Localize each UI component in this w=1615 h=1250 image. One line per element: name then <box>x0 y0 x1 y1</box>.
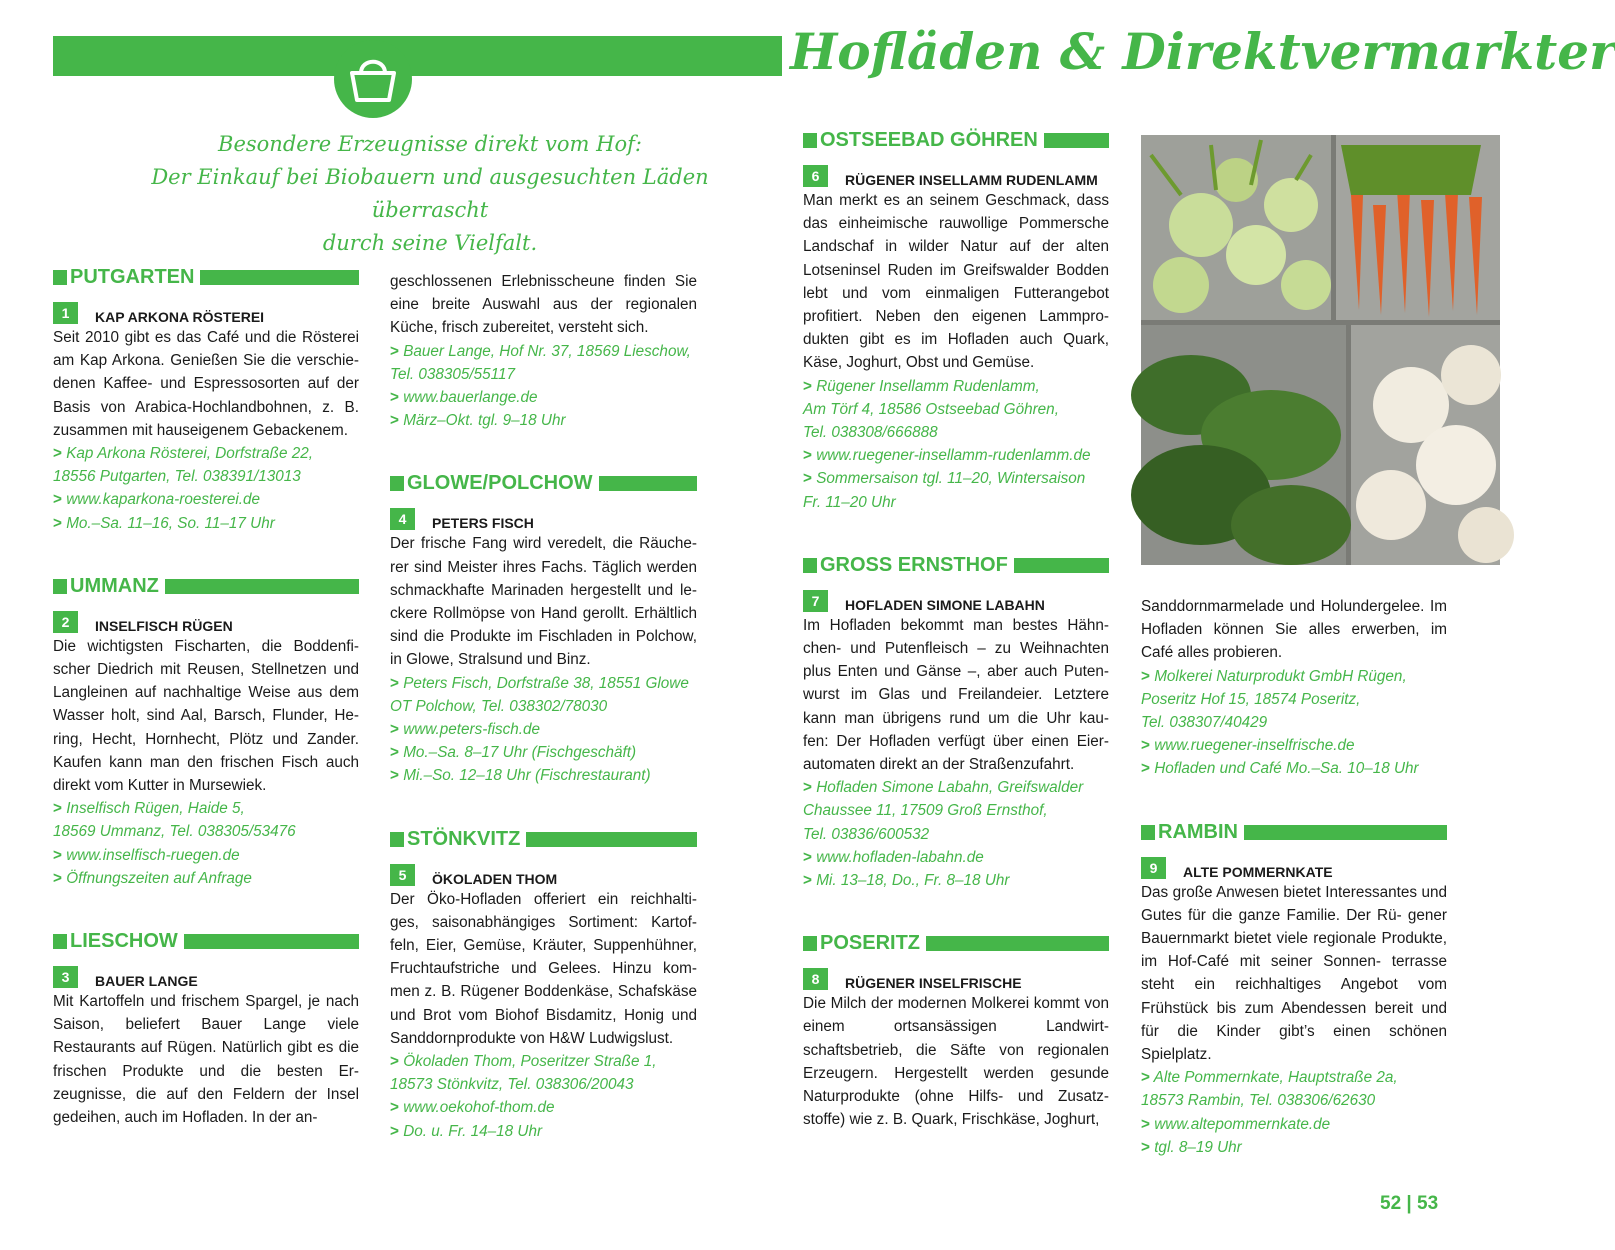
entry-text: Der Öko-Hofladen offeriert ein reichhalti- ges, saisonabhängiges Sortiment: Kartof- feln, Eier, Gemüse, Kräuter, Suppenhühner, Fruchtaufstriche und Gelees. Hinzu kom- men z. B. Rügener Boddenkäse, Schafskäse und Brot vom Biohof Bisdamitz, Honig und Sanddornprodukte von H&W Ludwigslust. <box>390 890 697 1047</box>
section-heading: RAMBIN <box>1141 821 1447 843</box>
website-link[interactable]: > www.inselfisch-ruegen.de <box>53 846 240 864</box>
entry-text: Im Hofladen bekommt man bestes Hähn- chen- und Putenfleisch – zu Weihnachten plus Enten und Gänse –, aber auch Puten- wurst im Glas und Freilandeier. Letztere kann man übrigens rund um die Uhr kau- fen: Der Hofladen verfügt über einen Eier- automaten direkt an der Straßenzufahrt. <box>803 616 1109 774</box>
section-heading: PUTGARTEN <box>53 266 359 288</box>
page-title: Hofläden & Direktvermarkter <box>790 22 1615 81</box>
header-bar <box>53 36 782 76</box>
entry-text-continued: Sanddornmarmelade und Holundergelee. Im Hofladen können Sie alles erwerben, im Café alles probieren. <box>1141 598 1447 662</box>
entry-header: 3 BAUER LANGE <box>53 966 359 990</box>
column-2 <box>390 270 697 1143</box>
entry-header: 5 ÖKOLADEN THOM <box>390 864 697 888</box>
entry-header: 8 RÜGENER INSELFRISCHE <box>803 968 1109 992</box>
column-1 <box>53 266 359 1129</box>
column-3 <box>803 129 1109 1132</box>
website-link[interactable]: > www.peters-fisch.de <box>390 721 541 739</box>
entry-info: > Bauer Lange, Hof Nr. 37, 18569 Lieschow, Tel. 038305/55117 > www.bauerlange.de > März–Okt. tgl. 9–18 Uhr <box>390 340 697 433</box>
website-link[interactable]: > www.bauerlange.de <box>390 389 538 407</box>
entry-header: 9 ALTE POMMERNKATE <box>1141 857 1447 881</box>
entry-text: Die wichtigsten Fischarten, die Boddenfi- scher Diedrich mit Reusen, Stellnetzen und Langleinen auf nachhaltige Weise aus dem Wasser holt, sind Aal, Barsch, Flunder, He- ring, Hecht, Hornhecht, Plötz und Zander. Kaufen kann man den frischen Fisch auch direkt vom Kutter in Mursewiek. <box>53 637 359 795</box>
section-heading: GLOWE/POLCHOW <box>390 472 697 494</box>
website-link[interactable]: > www.kaparkona-roesterei.de <box>53 491 261 509</box>
entry-info: > Alte Pommernkate, Hauptstraße 2a, 18573 Rambin, Tel. 038306/62630 > www.altepommernkate.de > tgl. 8–19 Uhr <box>1141 1066 1447 1159</box>
entry-text-continued: geschlossenen Erlebnisscheune finden Sie eine breite Auswahl aus der regionalen Küche, frisch zubereitet, versteht sich. <box>390 273 697 337</box>
website-link[interactable]: > www.oekohof-thom.de <box>390 1099 555 1117</box>
website-link[interactable]: > www.ruegener-inselfrische.de <box>1141 737 1355 755</box>
entry-text: Der frische Fang wird veredelt, die Räuche- rer sind Meister ihres Fachs. Täglich werden schmackhafte Marinaden hergestellt und le- ckere Rollmöpse von Hand gerollt. Erhältlich sind die Produkte im Fischladen in Polchow, in Glowe, Stralsund und Binz. <box>390 535 697 669</box>
shopping-basket-icon <box>334 40 412 118</box>
section-heading: UMMANZ <box>53 575 359 597</box>
entry-header: 7 HOFLADEN SIMONE LABAHN <box>803 590 1109 614</box>
entry-header: 1 KAP ARKONA RÖSTEREI <box>53 302 359 326</box>
entry-text: Mit Kartoffeln und frischem Spargel, je nach Saison, beliefert Bauer Lange viele Restaurants auf Rügen. Natürlich gibt es die frischen Produkte und die besten Er- zeugnisse, die auf den Feldern der Insel gedeihen, auch im Hofladen. In der an- <box>53 993 360 1127</box>
page-numbers: 52 | 53 <box>1380 1193 1439 1214</box>
vegetables-photo <box>1141 135 1500 565</box>
entry-info: > Peters Fisch, Dorfstraße 38, 18551 Glowe OT Polchow, Tel. 038302/78030 > www.peters-fisch.de > Mo.–Sa. 8–17 Uhr (Fischgeschäft) > Mi.–So. 12–18 Uhr (Fischrestaurant) <box>390 672 697 788</box>
entry-text: Das große Anwesen bietet Interessantes und Gutes für die ganze Familie. Der Rü- gener Bauernmarkt bietet viele regionale Produkte, im Hof-Café mit seiner Sonnen- terrasse steht ein reichhaltiges Angebot vom Frühstück bis zum Abendessen bereit und für die Kinder gibt’s einen schönen Spielplatz. <box>1141 883 1447 1064</box>
column-4 <box>1141 595 1447 1159</box>
section-heading: POSERITZ <box>803 932 1109 954</box>
section-heading: LIESCHOW <box>53 930 359 952</box>
entry-text: Die Milch der modernen Molkerei kommt von einem ortsansässigen Landwirt- schaftsbetrieb, die Säfte von regionalen Erzeugern. Hergestellt werden gesunde Naturprodukte (ohne Hilfs- und Zusatz- stoffe) wie z. B. Quark, Frischkäse, Joghurt, <box>803 995 1109 1129</box>
entry-info: > Hofladen Simone Labahn, Greifswalder Chaussee 11, 17509 Groß Ernsthof, Tel. 03836/600532 > www.hofladen-labahn.de > Mi. 13–18, Do., Fr. 8–18 Uhr <box>803 776 1109 892</box>
entry-info: > Inselfisch Rügen, Haide 5, 18569 Ummanz, Tel. 038305/53476 > www.inselfisch-ruegen.de > Öffnungszeiten auf Anfrage <box>53 797 359 890</box>
entry-header: 2 INSELFISCH RÜGEN <box>53 611 359 635</box>
section-heading: GROSS ERNSTHOF <box>803 554 1109 576</box>
website-link[interactable]: > www.ruegener-insellamm-rudenlamm.de <box>803 447 1091 465</box>
website-link[interactable]: > www.hofladen-labahn.de <box>803 848 984 866</box>
intro-text: Besondere Erzeugnisse direkt vom Hof: Der Einkauf bei Biobauern und ausgesuchten Läden überrascht durch seine Vielfalt. <box>151 132 709 255</box>
entry-text: Seit 2010 gibt es das Café und die Rösterei am Kap Arkona. Genießen Sie die verschie- denen Kaffee- und Espressosorten auf der Basis von Arabica-Hochlandbohnen, z. B. zusammen mit hauseigenem Gebackenem. <box>53 329 359 439</box>
entry-info: > Kap Arkona Rösterei, Dorfstraße 22, 18556 Putgarten, Tel. 038391/13013 > www.kaparkona-roesterei.de > Mo.–Sa. 11–16, So. 11–17 Uhr <box>53 442 359 535</box>
entry-header: 4 PETERS FISCH <box>390 508 697 532</box>
entry-header: 6 RÜGENER INSELLAMM RUDENLAMM <box>803 165 1109 189</box>
entry-text: Man merkt es an seinem Geschmack, dass das einheimische rauwollige Pommersche Landschaf in wilder Natur auf der alten Lotseninsel Ruden im Greifswalder Bodden lebt und vom einmaligen Futterangebot profitiert. Neben den eigenen Lammpro- dukten gibt es im Hofladen auch Quark, Käse, Joghurt, Obst und Gemüse. <box>803 192 1109 372</box>
section-heading: OSTSEEBAD GÖHREN <box>803 129 1109 151</box>
entry-info: > Rügener Insellamm Rudenlamm, Am Törf 4, 18586 Ostseebad Göhren, Tel. 038308/666888 > www.ruegener-insellamm-rudenlamm.de > Sommersaison tgl. 11–20, Wintersaison Fr. 11–20 Uhr <box>803 375 1109 514</box>
website-link[interactable]: > www.altepommernkate.de <box>1141 1115 1331 1133</box>
entry-info: > Ökoladen Thom, Poseritzer Straße 1, 18573 Stönkvitz, Tel. 038306/20043 > www.oekohof-thom.de > Do. u. Fr. 14–18 Uhr <box>390 1050 697 1143</box>
section-heading: STÖNKVITZ <box>390 828 697 850</box>
entry-info: > Molkerei Naturprodukt GmbH Rügen, Poseritz Hof 15, 18574 Poseritz, Tel. 038307/40429 > www.ruegener-inselfrische.de > Hofladen und Café Mo.–Sa. 10–18 Uhr <box>1141 665 1447 781</box>
